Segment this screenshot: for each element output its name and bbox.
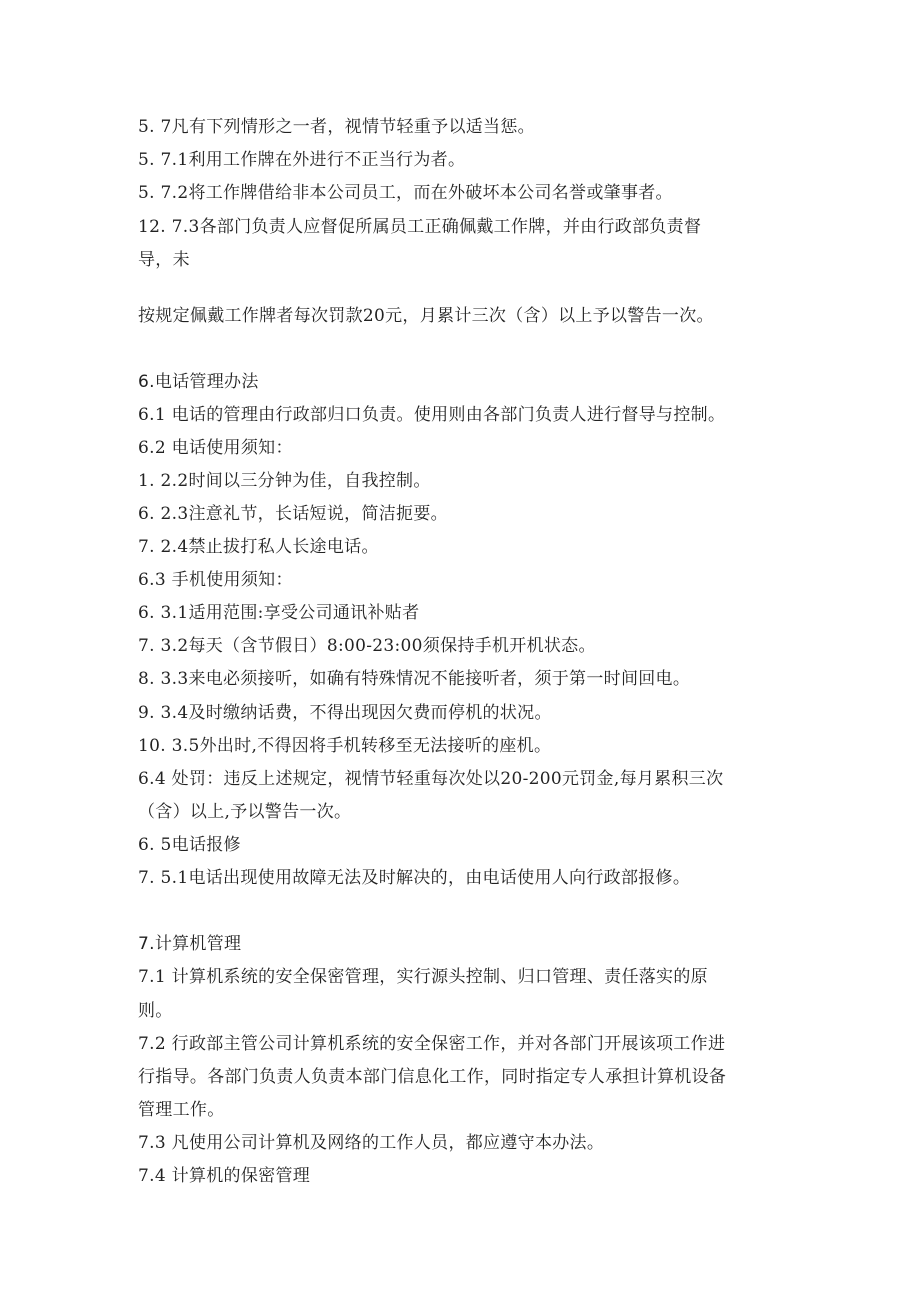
clause-6-1: 6.1 电话的管理由行政部归口负责。使用则由各部门负责人进行督导与控制。 [138,405,726,425]
clause-7-2: 7.2 行政部主管公司计算机系统的安全保密工作，并对各部门开展该项工作进 [138,1034,726,1054]
clause-7-3b: 7.3 凡使用公司计算机及网络的工作人员，都应遵守本办法。 [138,1133,605,1153]
clause-7-3-cont: 导，未 [138,250,190,270]
clause-6-4-cont: （含）以上,予以警告一次。 [138,802,352,822]
clause-3-2: 7. 3.2每天（含节假日）8:00-23:00须保持手机开机状态。 [138,636,596,656]
clause-7-1: 7.1 计算机系统的安全保密管理，实行源头控制、归口管理、责任落实的原 [138,967,708,987]
clause-5-7: 5. 7凡有下列情形之一者，视情节轻重予以适当惩。 [138,117,535,137]
clause-3-1: 6. 3.1适用范围:享受公司通讯补贴者 [138,603,420,623]
clause-2-4: 7. 2.4禁止拔打私人长途电话。 [138,537,379,557]
clause-5-7-2: 5. 7.2将工作牌借给非本公司员工，而在外破坏本公司名誉或肇事者。 [138,183,673,203]
clause-5-7-1: 5. 7.1利用工作牌在外进行不正当行为者。 [138,150,466,170]
clause-7-4: 7.4 计算机的保密管理 [138,1166,311,1186]
clause-6-5: 6. 5电话报修 [138,835,241,855]
clause-6-2: 6.2 电话使用须知： [138,438,293,458]
clause-3-3: 8. 3.3来电必须接听，如确有特殊情况不能接听者，须于第一时间回电。 [138,669,691,689]
clause-5-1: 7. 5.1电话出现使用故障无法及时解决的，由电话使用人向行政部报修。 [138,868,691,888]
section-heading-computer: 7.计算机管理 [138,934,242,954]
clause-7-3-penalty: 按规定佩戴工作牌者每次罚款20元，月累计三次（含）以上予以警告一次。 [138,306,714,326]
clause-3-4: 9. 3.4及时缴纳话费，不得出现因欠费而停机的状况。 [138,703,552,723]
clause-7-1-cont: 则。 [138,1001,173,1021]
clause-3-5: 10. 3.5外出时,不得因将手机转移至无法接听的座机。 [138,736,552,756]
section-heading-phone: 6.电话管理办法 [138,372,259,392]
clause-7-2-cont-2: 管理工作。 [138,1100,225,1120]
clause-6-4: 6.4 处罚：违反上述规定，视情节轻重每次处以20-200元罚金,每月累积三次 [138,769,724,789]
clause-2-3: 6. 2.3注意礼节，长话短说，简洁扼要。 [138,504,448,524]
clause-6-3: 6.3 手机使用须知： [138,570,293,590]
clause-7-2-cont-1: 行指导。各部门负责人负责本部门信息化工作，同时指定专人承担计算机设备 [138,1067,727,1087]
clause-7-3: 12. 7.3各部门负责人应督促所属员工正确佩戴工作牌，并由行政部负责督 [138,217,702,237]
clause-2-2: 1. 2.2时间以三分钟为佳，自我控制。 [138,471,431,491]
